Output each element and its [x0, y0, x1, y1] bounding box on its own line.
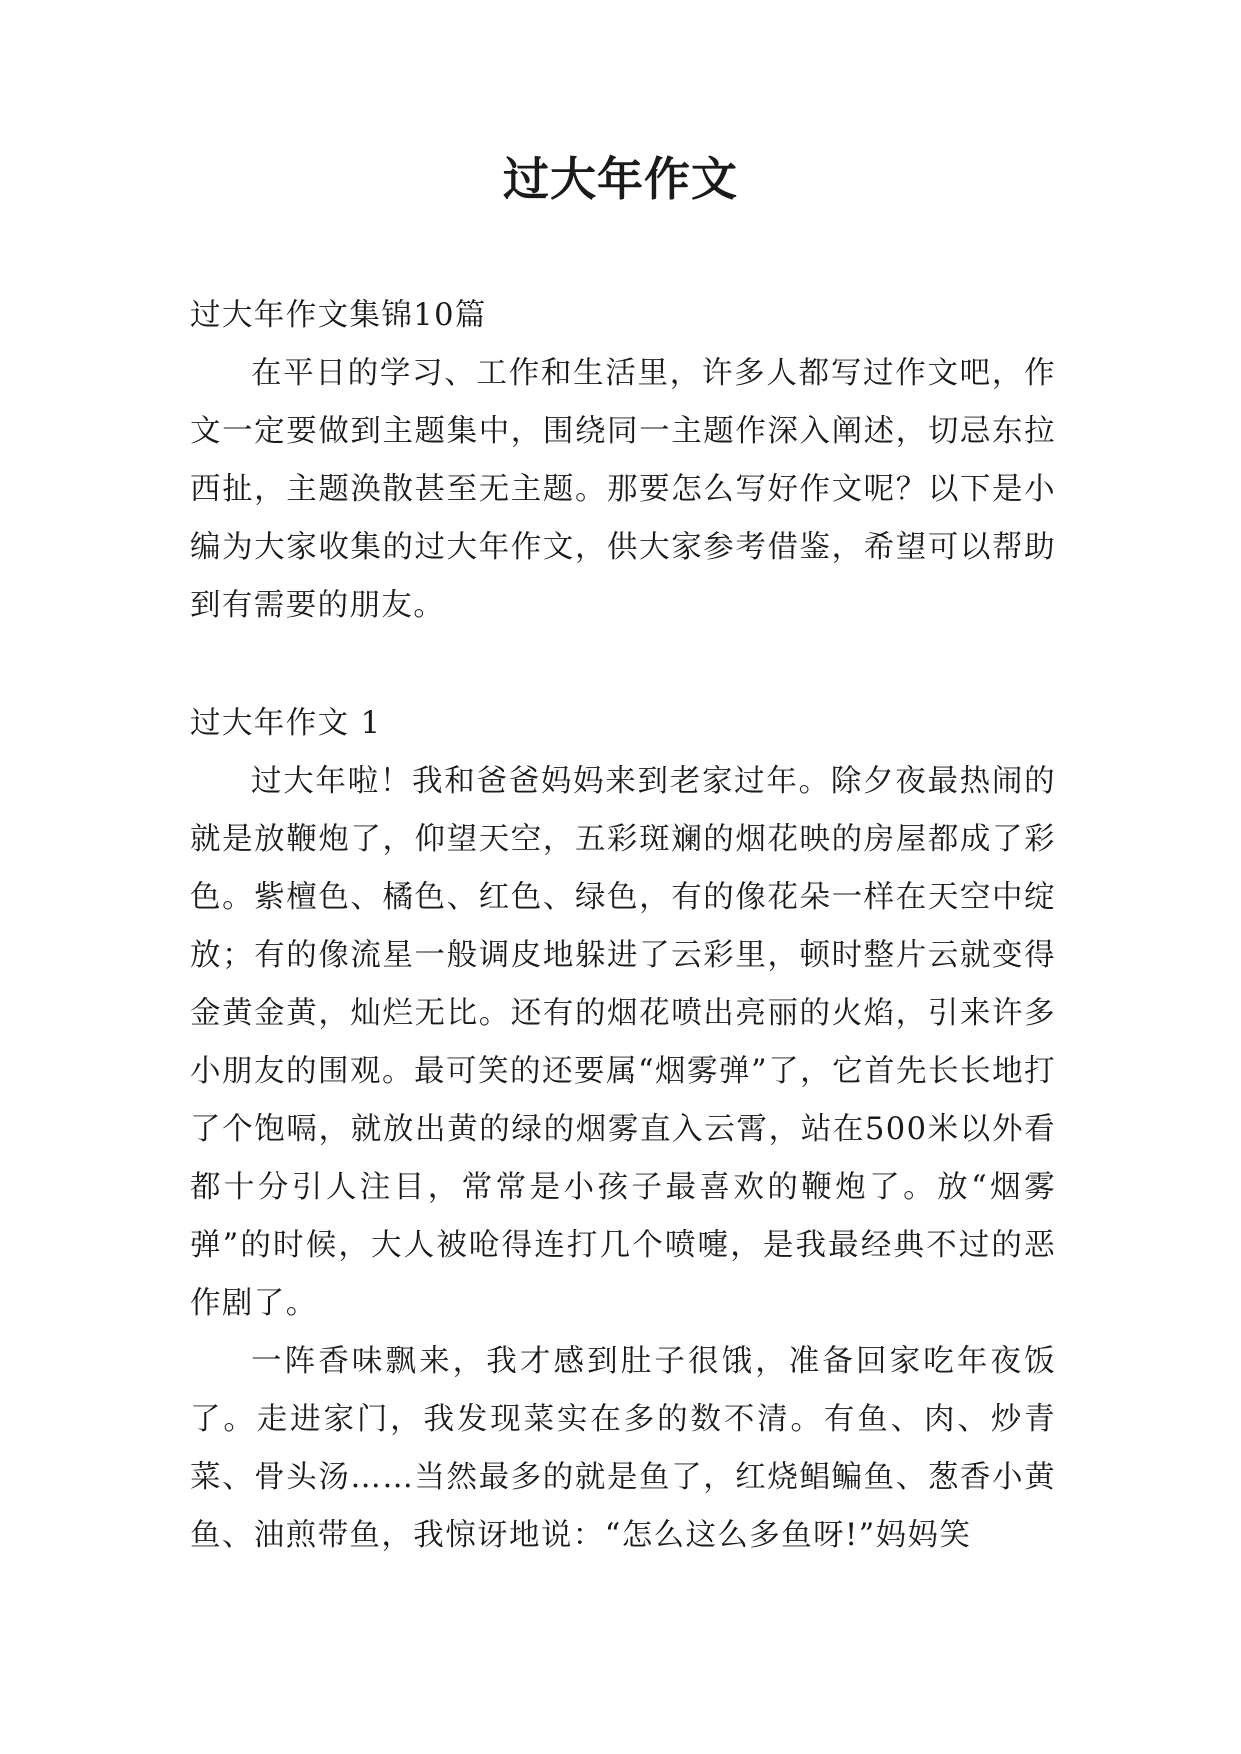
essay-heading: 过大年作文 1	[190, 706, 382, 741]
intro-section	[190, 287, 1056, 635]
intro-paragraph: 在平日的学习、工作和生活里，许多人都写过作文吧，作文一定要做到主题集中，围绕同一主题作深入阐述，切忌东拉西扯，主题涣散甚至无主题。那要怎么写好作文呢？以下是小编为大家收集的过大年作文，供大家参考借鉴，希望可以帮助到有需要的朋友。	[190, 356, 1056, 623]
essay-section	[190, 695, 1056, 1565]
document-title: 过大年作文	[503, 152, 738, 206]
essay-paragraph: 过大年啦！我和爸爸妈妈来到老家过年。除夕夜最热闹的就是放鞭炮了，仰望天空，五彩斑斓的烟花映的房屋都成了彩色。紫檀色、橘色、红色、绿色，有的像花朵一样在天空中绽放；有的像流星一般调皮地躲进了云彩里，顿时整片云就变得金黄金黄，灿烂无比。还有的烟花喷出亮丽的火焰，引来许多小朋友的围观。最可笑的还要属“烟雾弹”了，它首先长长地打了个饱嗝，就放出黄的绿的烟雾直入云霄，站在500米以外看都十分引人注目，常常是小孩子最喜欢的鞭炮了。放“烟雾弹”的时候，大人被呛得连打几个喷嚏，是我最经典不过的恶作剧了。	[190, 764, 1056, 1321]
essay-paragraph: 一阵香味飘来，我才感到肚子很饿，准备回家吃年夜饭了。走进家门，我发现菜实在多的数不清。有鱼、肉、炒青菜、骨头汤……当然最多的就是鱼了，红烧鲳鳊鱼、葱香小黄鱼、油煎带鱼，我惊讶地说：“怎么这么多鱼呀!”妈妈笑	[190, 1344, 1056, 1553]
collection-subtitle: 过大年作文集锦10篇	[190, 298, 487, 333]
